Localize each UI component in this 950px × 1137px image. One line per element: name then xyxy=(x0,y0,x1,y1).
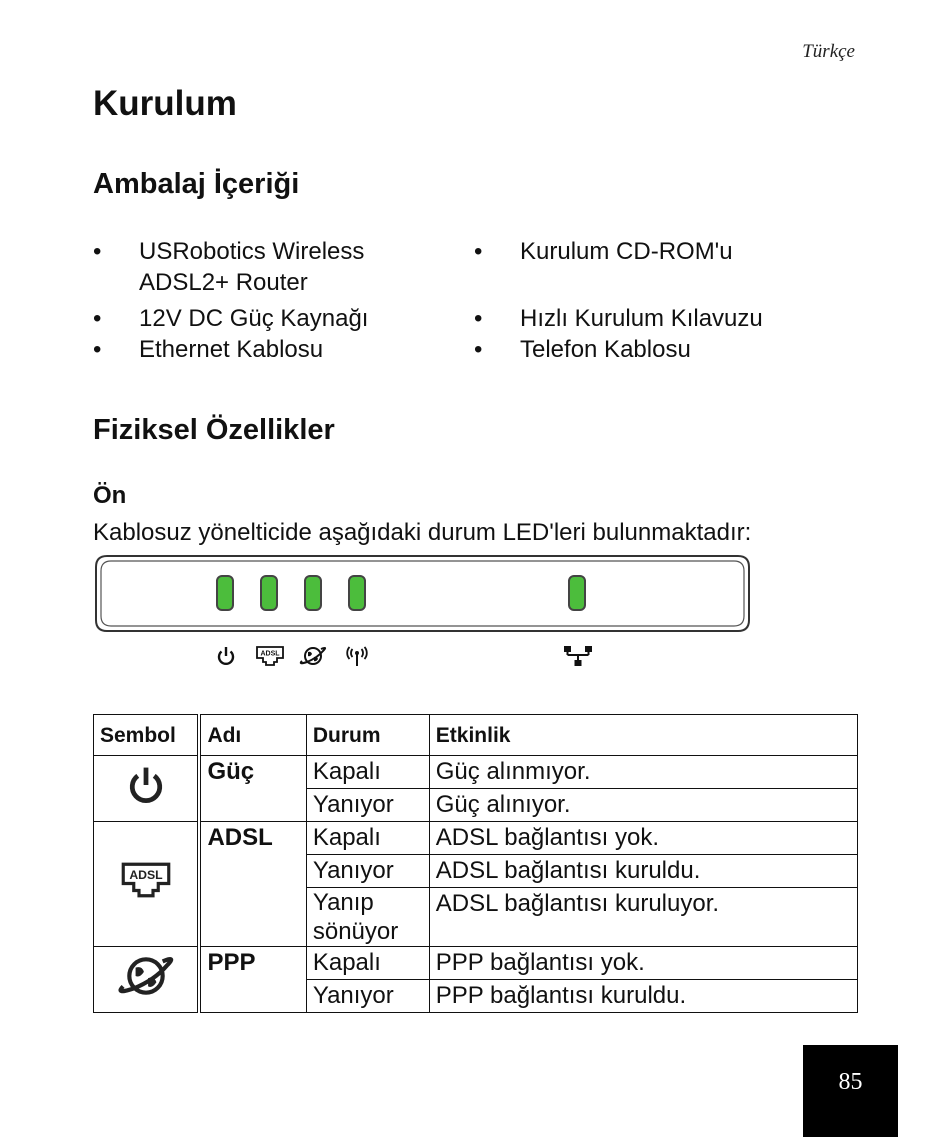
led-state: Yanıyor xyxy=(306,980,429,1013)
list-item: • USRobotics Wireless ADSL2+ Router xyxy=(93,236,433,298)
power-icon xyxy=(213,644,239,668)
physical-features-heading: Fiziksel Özellikler xyxy=(93,414,335,446)
list-item: • Ethernet Kablosu xyxy=(93,334,433,365)
led-state: Kapalı xyxy=(306,756,429,789)
table-header-row xyxy=(94,715,858,756)
package-list-left xyxy=(93,236,433,365)
adsl-icon-text: ADSL xyxy=(260,650,280,658)
led-state: Yanıyor xyxy=(306,855,429,888)
led-activity: ADSL bağlantısı kuruldu. xyxy=(429,855,857,888)
ppp-led xyxy=(304,575,322,611)
led-state: Yanıp sönüyor xyxy=(306,888,429,947)
power-icon xyxy=(124,763,168,807)
header-name: Adı xyxy=(199,715,306,756)
led-activity: PPP bağlantısı yok. xyxy=(429,947,857,980)
led-intro-text: Kablosuz yönelticide aşağıdaki durum LED'leri bulunmaktadır: xyxy=(93,519,752,546)
led-activity: PPP bağlantısı kuruldu. xyxy=(429,980,857,1013)
led-state: Kapalı xyxy=(306,947,429,980)
list-item: • Hızlı Kurulum Kılavuzu xyxy=(474,303,864,334)
package-contents-heading: Ambalaj İçeriği xyxy=(93,168,300,200)
led-activity: Güç alınıyor. xyxy=(429,789,857,822)
router-front-panel xyxy=(95,555,750,632)
page-title: Kurulum xyxy=(93,84,237,123)
led-status-table xyxy=(93,714,858,1013)
ethernet-icon xyxy=(563,644,593,668)
table-row xyxy=(94,822,858,855)
led-activity: Güç alınmıyor. xyxy=(429,756,857,789)
adsl-led xyxy=(260,575,278,611)
symbol-cell-ppp xyxy=(94,947,200,1013)
internet-globe-icon xyxy=(116,951,176,1001)
wireless-icon xyxy=(344,644,370,668)
package-list-right xyxy=(474,236,864,365)
language-label: Türkçe xyxy=(802,41,855,62)
led-state: Kapalı xyxy=(306,822,429,855)
adsl-icon xyxy=(255,644,285,668)
header-symbol: Sembol xyxy=(94,715,200,756)
list-item: • Kurulum CD-ROM'u xyxy=(474,236,864,267)
symbol-cell-power xyxy=(94,756,200,822)
header-activity: Etkinlik xyxy=(429,715,857,756)
led-name: Güç xyxy=(199,756,306,822)
ethernet-led xyxy=(568,575,586,611)
led-activity: ADSL bağlantısı kuruluyor. xyxy=(429,888,857,947)
adsl-icon xyxy=(118,859,174,901)
list-item: • Telefon Kablosu xyxy=(474,334,864,365)
power-led xyxy=(216,575,234,611)
led-activity: ADSL bağlantısı yok. xyxy=(429,822,857,855)
wireless-led xyxy=(348,575,366,611)
front-heading: Ön xyxy=(93,482,127,509)
led-state: Yanıyor xyxy=(306,789,429,822)
adsl-icon-text: ADSL xyxy=(129,868,163,883)
table-row xyxy=(94,947,858,980)
table-row xyxy=(94,756,858,789)
symbol-cell-adsl xyxy=(94,822,200,947)
led-name: PPP xyxy=(199,947,306,1013)
led-name: ADSL xyxy=(199,822,306,947)
internet-globe-icon xyxy=(299,644,327,668)
page-number: 85 xyxy=(803,1045,898,1137)
list-item: • 12V DC Güç Kaynağı xyxy=(93,303,433,334)
header-state: Durum xyxy=(306,715,429,756)
